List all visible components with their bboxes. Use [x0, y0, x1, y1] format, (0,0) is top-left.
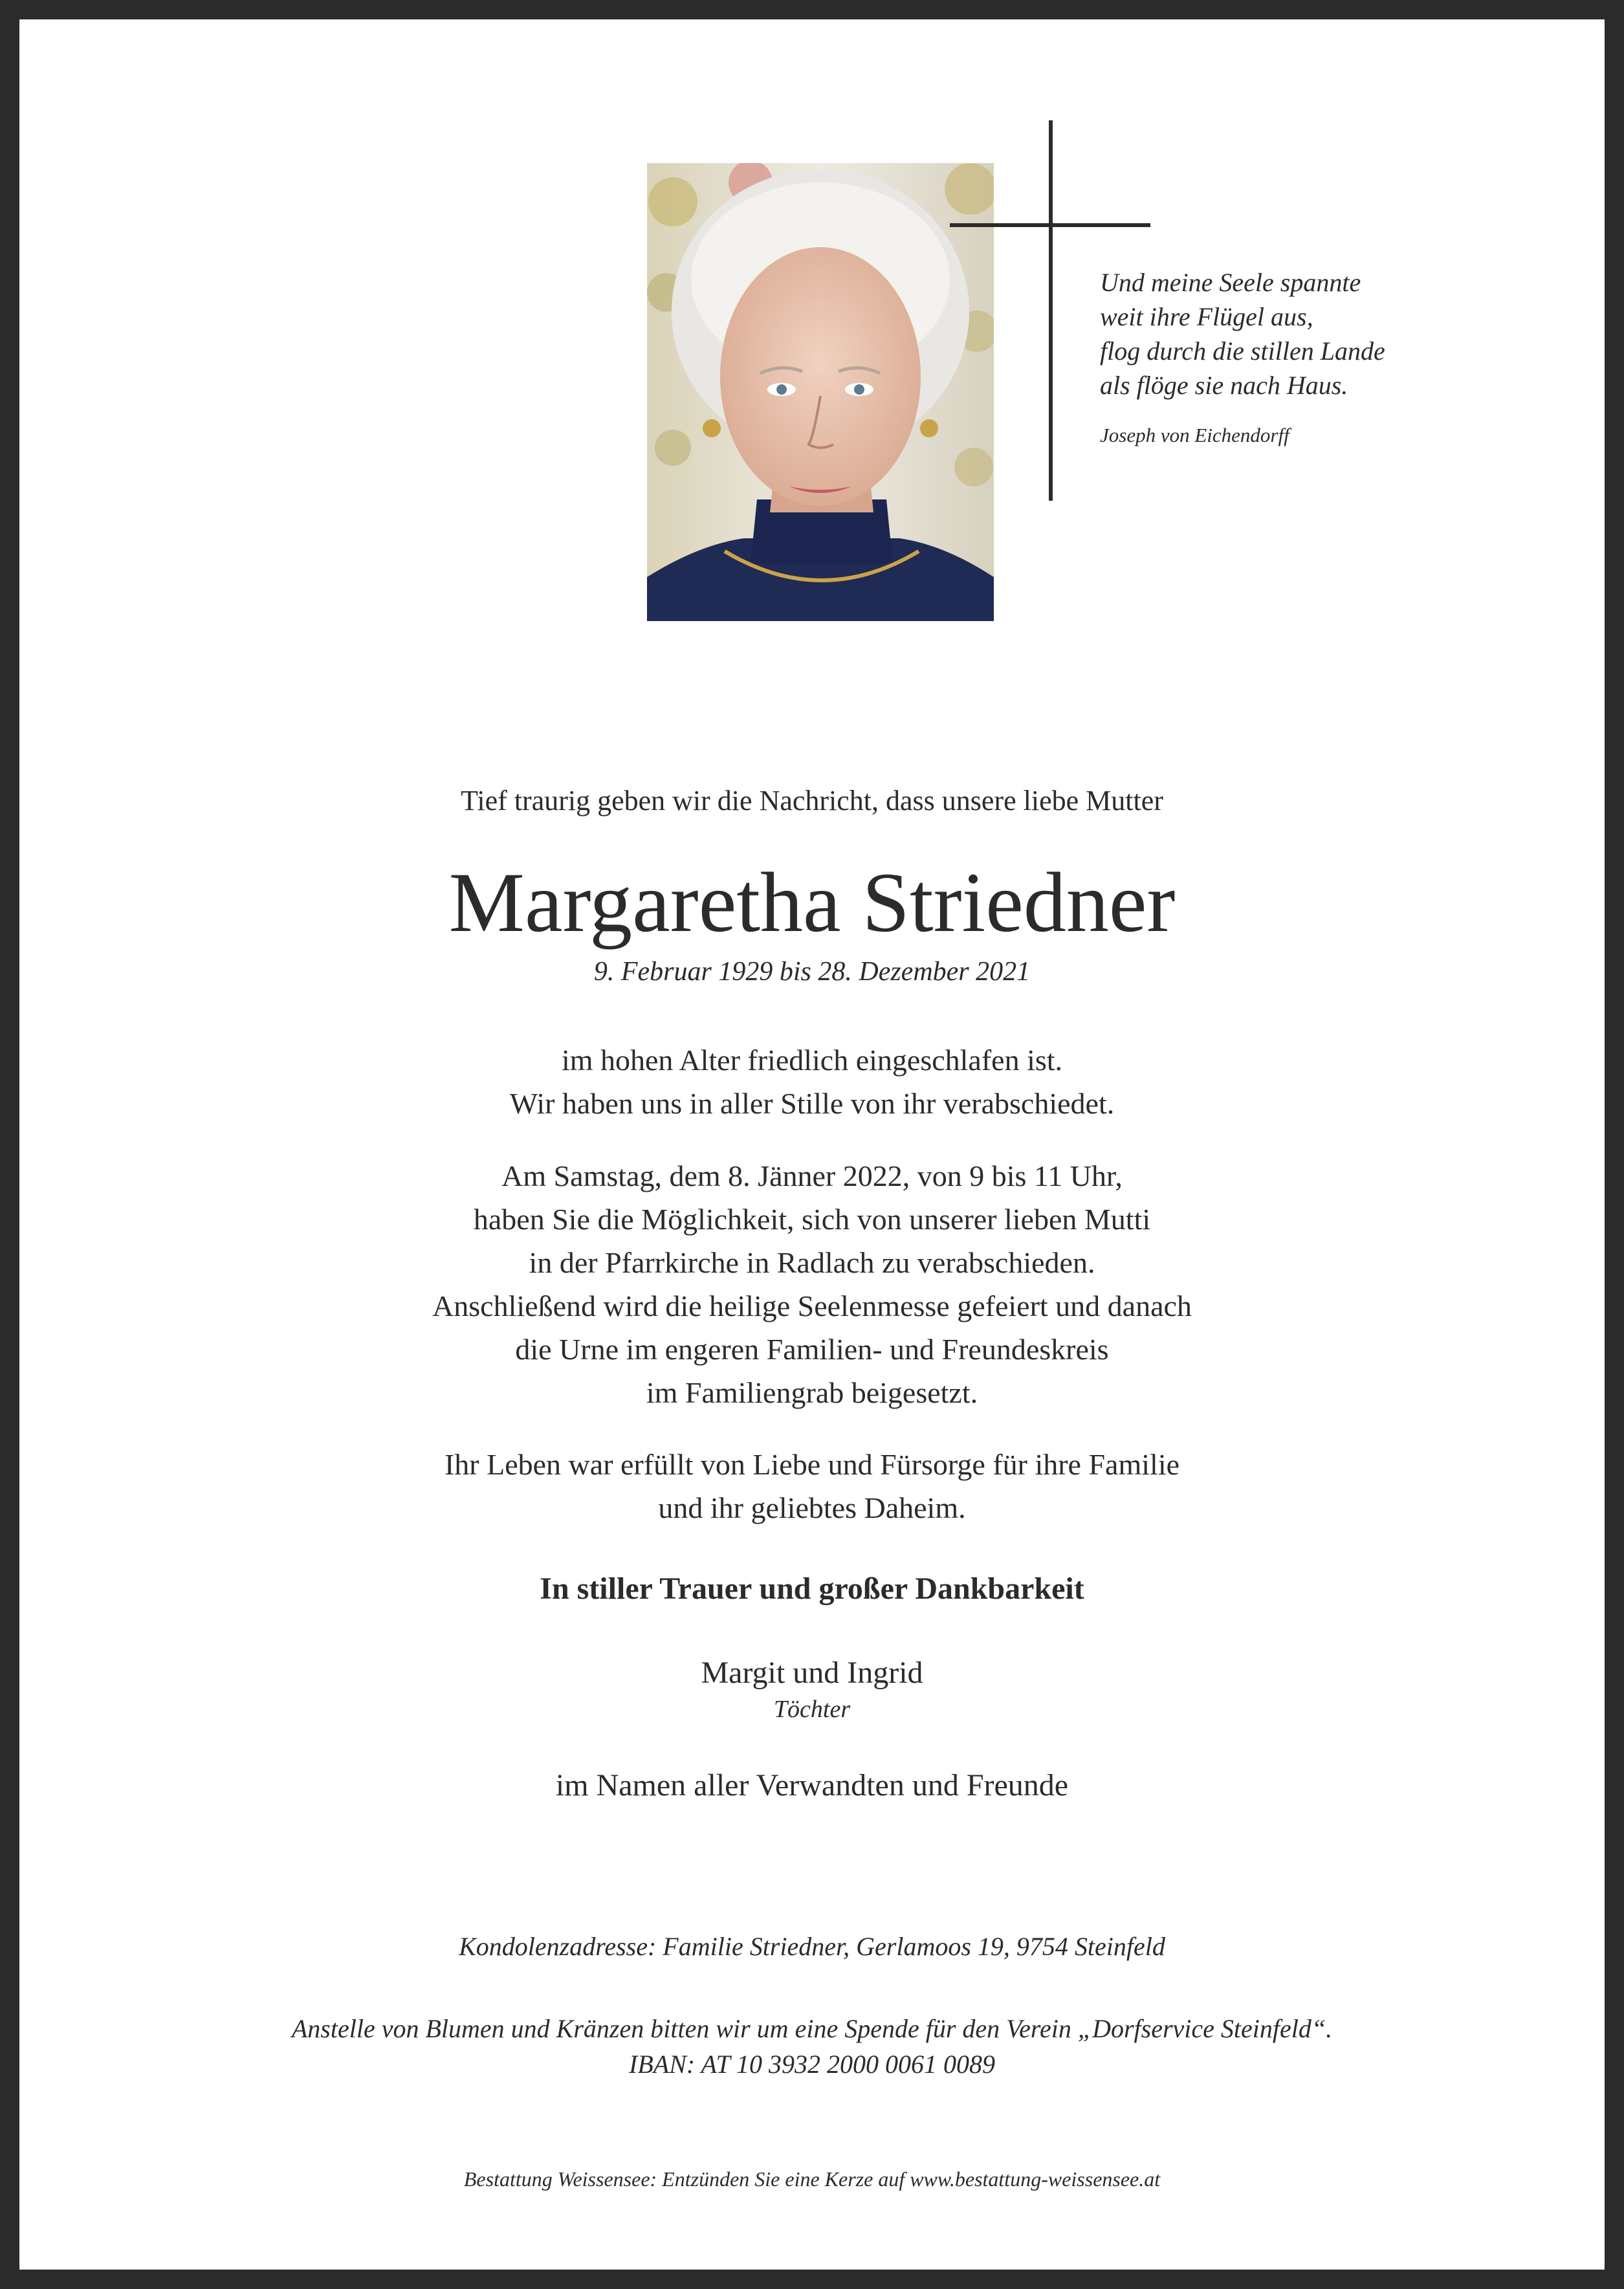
poem-line: als flöge sie nach Haus.: [1100, 371, 1348, 400]
signers: Margit und Ingrid: [701, 1656, 923, 1690]
signers-role: Töchter: [773, 1696, 851, 1723]
paragraph-line: in der Pfarrkirche in Radlach zu verabschieden.: [529, 1246, 1095, 1279]
relatives-line: im Namen aller Verwandten und Freunde: [555, 1768, 1069, 1802]
deceased-name: Margaretha Striedner: [448, 855, 1176, 950]
paragraph-line: im Familiengrab beigesetzt.: [646, 1376, 978, 1409]
poem-line: flog durch die stillen Lande: [1100, 336, 1385, 366]
paragraph-line: haben Sie die Möglichkeit, sich von unserer lieben Mutti: [473, 1203, 1151, 1236]
portrait-photo: [647, 163, 994, 621]
cross-icon-bar: [950, 223, 1150, 227]
donation-request: [0, 2011, 1624, 2082]
life-dates: 9. Februar 1929 bis 28. Dezember 2021: [593, 957, 1031, 987]
condolence-address: Kondolenzadresse: Familie Striedner, Gerlamoos 19, 9754 Steinfeld: [459, 1932, 1165, 1961]
poem-line: weit ihre Flügel aus,: [1100, 302, 1313, 331]
paragraph-line: im hohen Alter friedlich eingeschlafen ist.: [561, 1044, 1063, 1077]
poem-line: Und meine Seele spannte: [1100, 268, 1361, 297]
notice-intro: Tief traurig geben wir die Nachricht, dass unsere liebe Mutter: [461, 785, 1163, 816]
poem: [1100, 265, 1462, 402]
paragraph-life: [0, 1443, 1624, 1529]
paragraph-line: Am Samstag, dem 8. Jänner 2022, von 9 bis 11 Uhr,: [501, 1159, 1123, 1192]
paragraph-line: und ihr geliebtes Daheim.: [658, 1491, 966, 1524]
iban-line: IBAN: AT 10 3932 2000 0061 0089: [629, 2050, 995, 2079]
funeral-home-footer: Bestattung Weissensee: Entzünden Sie eine Kerze auf www.bestattung-weissensee.at: [463, 2167, 1161, 2191]
poem-author: Joseph von Eichendorff: [1100, 424, 1289, 446]
paragraph-line: Anschließend wird die heilige Seelenmesse gefeiert und danach: [432, 1289, 1192, 1322]
paragraph-passing: [0, 1038, 1624, 1125]
paragraph-line: die Urne im engeren Familien- und Freundeskreis: [515, 1333, 1109, 1366]
paragraph-line: Ihr Leben war erfüllt von Liebe und Fürsorge für ihre Familie: [444, 1448, 1180, 1481]
paragraph-line: Wir haben uns in aller Stille von ihr verabschiedet.: [509, 1087, 1115, 1120]
cross-icon: [1049, 120, 1053, 501]
mourning-line: In stiller Trauer und großer Dankbarkeit: [540, 1572, 1084, 1606]
paragraph-ceremony: [0, 1154, 1624, 1414]
donation-line: Anstelle von Blumen und Kränzen bitten wir um eine Spende für den Verein „Dorfservice Steinfeld“.: [291, 2014, 1333, 2043]
